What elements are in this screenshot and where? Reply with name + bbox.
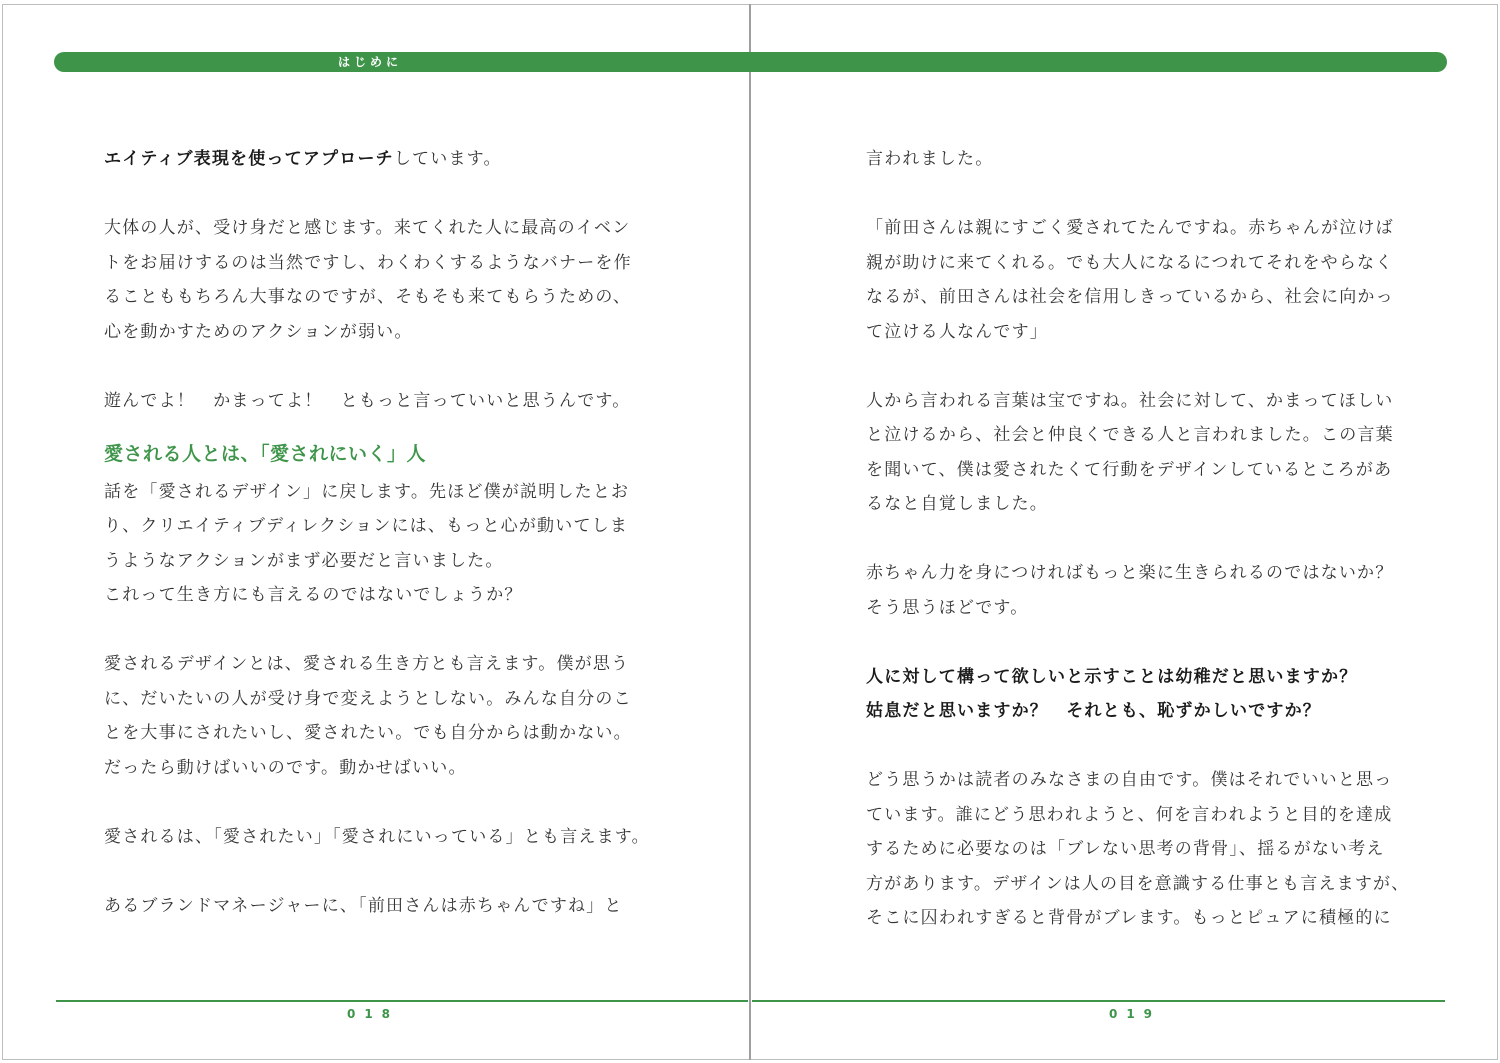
right-page-number: 019 [1108, 1007, 1162, 1021]
text-line: だったら動けばいいのです。動かせばいい。 [104, 757, 467, 778]
text-line: 話を「愛されるデザイン」に戻します。先ほど僕が説明したとお [104, 481, 630, 502]
page-gutter [749, 4, 751, 1060]
left-paragraph-3 [104, 475, 644, 613]
left-paragraph-5 [104, 820, 650, 855]
right-paragraph-3 [866, 384, 1406, 522]
text-line: 親が助けに来てくれる。でも大人になるにつれてそれをやらなく [866, 252, 1394, 273]
left-page-text [104, 142, 650, 923]
right-page-text [866, 142, 1410, 936]
text-line: とを大事にされたいし、愛されたい。でも自分からは動かない。 [104, 723, 632, 743]
text-line: どう思うかは読者のみなさまの自由です。僕はそれでいいと思っ [866, 770, 1393, 790]
text-line: 愛されるデザインとは、愛される生き方とも言えます。僕が思う [104, 654, 630, 674]
left-page-number: 018 [346, 1007, 400, 1021]
text-line: 言われました。 [866, 149, 994, 169]
left-paragraph-1 [104, 211, 644, 349]
chapter-header-bar [54, 52, 1447, 72]
text-line: 「前田さんは親にすごく愛されてたんですね。赤ちゃんが泣けば [866, 218, 1394, 238]
text-line: 方があります。デザインは人の目を意識する仕事とも言えますが、 [866, 873, 1410, 894]
text-line: と泣けるから、社会と仲良くできる人と言われました。この言葉 [866, 425, 1394, 445]
text-line: ることももちろん大事なのですが、そもそも来てもらうための、 [104, 287, 632, 307]
text-line: り、クリエイティブディレクションには、もっと心が動いてしま [104, 516, 629, 536]
text-line: なるが、前田さんは社会を信用しきっているから、社会に向かっ [866, 287, 1394, 307]
text-line: 愛されるは、「愛されたい」「愛されにいっている」とも言えます。 [104, 826, 650, 847]
section-subheading: 愛される人とは、「愛されにいく」人 [104, 442, 427, 465]
left-paragraph-6 [104, 889, 644, 924]
left-intro-rest: しています。 [393, 149, 502, 169]
text-line: 姑息だと思いますか？ それとも、恥ずかしいですか？ [866, 701, 1321, 721]
text-line: 赤ちゃん力を身につければもっと楽に生きられるのではないか？ [866, 563, 1394, 583]
text-line: 人から言われる言葉は宝ですね。社会に対して、かまってほしい [866, 390, 1394, 411]
text-line: トをお届けするのは当然ですし、わくわくするようなバナーを作 [104, 252, 632, 273]
left-intro-paragraph [104, 142, 644, 177]
text-line: 人に対して構って欲しいと示すことは幼稚だと思いますか？ [866, 666, 1358, 687]
text-line: うようなアクションがまず必要だと言いました。 [104, 550, 504, 571]
text-line: ています。誰にどう思われようと、何を言われようと目的を達成 [866, 804, 1393, 825]
text-line: 大体の人が、受け身だと感じます。来てくれた人に最高のイベン [104, 218, 631, 238]
text-line: これって生き方にも言えるのではないでしょうか？ [104, 585, 523, 605]
right-bold-question [866, 660, 1406, 729]
right-paragraph-4 [866, 556, 1406, 625]
chapter-header-label: はじめに [337, 55, 402, 69]
right-paragraph-6 [866, 763, 1410, 936]
text-line: するために必要なのは「ブレない思考の背骨」、揺るがない考え [866, 839, 1385, 859]
left-footer-rule [56, 1000, 748, 1002]
text-line: て泣ける人なんです」 [866, 321, 1048, 342]
text-line: 心を動かすためのアクションが弱い。 [104, 321, 413, 342]
left-paragraph-2 [104, 384, 644, 419]
text-line: を聞いて、僕は愛されたくて行動をデザインしているところがあ [866, 459, 1393, 480]
text-line: に、だいたいの人が受け身で変えようとしない。みんな自分のこ [104, 688, 632, 709]
left-intro-bold: エイティブ表現を使ってアプローチ [104, 149, 394, 169]
text-line: あるブランドマネージャーに、「前田さんは赤ちゃんですね」と [104, 895, 623, 916]
text-line: 遊んでよ！ かまってよ！ ともっと言っていいと思うんです。 [104, 390, 631, 411]
text-line: そこに囚われすぎると背骨がブレます。もっとピュアに積極的に [866, 908, 1392, 928]
right-paragraph-2 [866, 211, 1406, 349]
left-paragraph-4 [104, 647, 644, 785]
right-paragraph-1 [866, 142, 1406, 177]
text-line: そう思うほどです。 [866, 597, 1029, 618]
right-footer-rule [752, 1000, 1445, 1002]
text-line: るなと自覚しました。 [866, 494, 1048, 514]
